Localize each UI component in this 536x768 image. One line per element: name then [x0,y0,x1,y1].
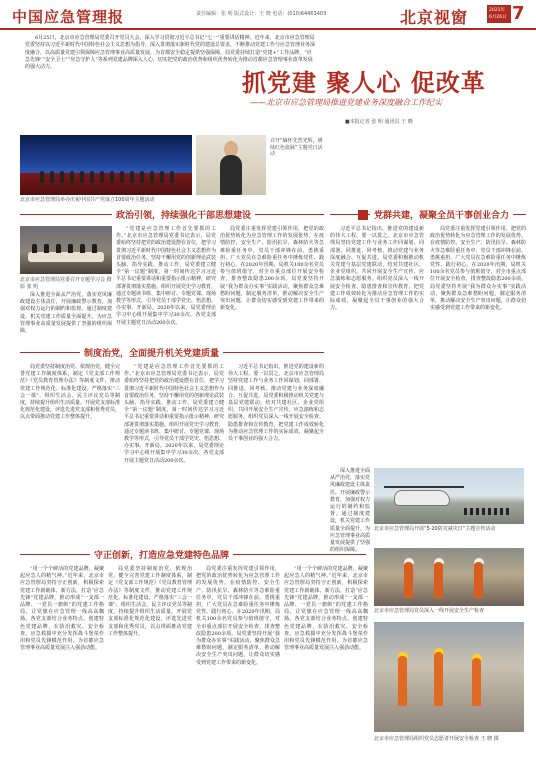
column-text-8: “用一个个鲜活的党建品牌，凝聚起应急人的精气神。”近年来，北京市应急管理局坚持守正创新，积极探索党建工作新载体、新方法，打造“应急先锋”党建品牌，推动形成“一支部一品牌、一党员一旗帜”的党建工作格局，让党旗在应急管理一线高高飘扬。各党支部结合业务特点，创建特色党建品牌，在防汛救灾、安全检查、应急救援中充分发挥战斗堡垒作用和党员先锋模范作用，为首都应急管理事业高质量发展注入强劲动能。 [20,566,104,652]
safety-check-caption: 北京市应急管理局组织党员志愿者开展安全检查 王 晓 摄 [374,736,499,742]
newspaper-logo: 中国应急管理报 [12,8,125,26]
column-text-5: “党建是应急管理工作首先要抓的工作。”北京市应急管理局党委书记表示，局党委始终坚持把党的政治建设摆在首位，把学习贯彻习近平新时代中国特色社会主义思想作为首要政治任务，坚持不懈用党的创新理论武装头脑、指导实践、推动工作。局党委建立健全“第一议题”制度，第一时间传达学习习近平总书记重要讲话和重要指示批示精神，研究部署贯彻落实措施。组织开展党史学习教育，通过专题读书班、集中研讨、专题党课、现场教学等形式，引导党员干部学党史、悟思想、办实事、开新局。2020年以来，局党委理论学习中心组开展集中学习30余次，各党支部开展主题党日活动200余次。 [124,364,225,464]
article-column-4a [20,566,104,762]
main-headline: 抓党建 聚人心 促改革 [242,69,486,97]
meeting-caption: 北京市应急管理局党委召开专题学习会 摄影 张 明 [20,277,112,290]
column-text-3b: 局党委注重发挥党建引领作用，把党的政治优势转化为应急管理工作的发展优势。在疫情防控、安全生产、防汛抗旱、森林防火等急难险重任务中，党员干部冲锋在前、勇挑重担，广大党员在急难险重任务中锤炼党性、践行初心。在2020年汛期，局机关100余名党员参与值班值守，对全市重点部位开展安全检查，排查整改隐患200余项。局党委坚持开展“我为群众办实事”实践活动，聚焦群众急难愁盼问题，制定服务清单，推动解决安全生产突出问题，让群众切实感受到党建工作带来的新变化。 [430,226,526,312]
column-text-11: “用一个个鲜活的党建品牌，凝聚起应急人的精气神。”近年来，北京市应急管理局坚持守正创新，积极探索党建工作新载体、新方法，打造“应急先锋”党建品牌，推动形成“一支部一品牌、一党员一旗帜”的党建工作格局，让党旗在应急管理一线高高飘扬。各党支部结合业务特点，创建特色党建品牌，在防汛救灾、安全检查、应急救援中充分发挥战斗堡垒作用和党员先锋模范作用，为首都应急管理事业高质量发展注入强劲动能。 [284,566,368,652]
column-text-10: 局党委注重发挥党建引领作用，把党的政治优势转化为应急管理工作的发展优势。在疫情防控、安全生产、防汛抗旱、森林防火等急难险重任务中，党员干部冲锋在前、勇挑重担，广大党员在急难险重任务中锤炼党性、践行初心。在2020年汛期，局机关100余名党员参与值班值守，对全市重点部位开展安全检查，排查整改隐患200余项。局党委坚持开展“我为群众办实事”实践活动，聚焦群众急难愁盼问题，制定服务清单，推动解决安全生产突出问题，让群众切实感受到党建工作带来的新变化。 [196,566,280,666]
section-title-2: 党群共建，凝聚全员干事创业合力 [370,208,513,222]
section-heading-3 [20,346,324,360]
disaster-day-caption: 北京市应急管理局开展“5·20防灾减灾日”主题宣传活动 [374,526,496,532]
column-text-9: 局党委坚持制度治党、依规治党，健全完善党建工作制度体系，制定《党支部工作规范》《党员教育管理办法》等制度文件，推动党建工作规范化、标准化建设。严格落实“三会一课”、组织生活会、民主评议党员等制度，持续提升组织生活质量。开展党支部标准化规范化建设，评选先进党支部和优秀党员，以点带面推动党建工作整体提升。 [108,566,192,637]
article-column-4b [108,566,192,762]
sub-headline: ——北京市应急管理局推进党建业务深度融合工作纪实 [250,98,442,107]
column-text-3: 习近平总书记指出，推进党的建设新的伟大工程，要一以贯之。北京市应急管理局坚持党建工作与业务工作同谋划、同部署、同推进、同考核，推动党建与业务深度融合、互促共进。局党委积极推动机关党建与基层党建联动，结对共建社区、企业党组织，共同开展安全生产宣传、应急演练和志愿服务。组织党员深入一线开展安全检查、隐患排查和宣传教育，把党建工作成效转化为推动应急管理工作的实际成效，凝聚起全员干事创业的强大合力。 [330,226,424,312]
party-day-caption: 召开“缅怀先烈光辉，赓续红色血脉”主题党日活动 [270,138,323,157]
disaster-day-photo [374,468,524,524]
meeting-photo [20,226,112,274]
article-column-2c [330,468,371,554]
article-column-1b [220,226,324,340]
article-column-3b [124,364,224,544]
editor-credits: 责任编辑：张 明 版式设计：王 晓 电话：(010)64463403 [196,11,327,17]
party-day-photo [196,135,266,195]
section-title-3: 制度治党，全面提升机关党建质量 [80,346,223,360]
column-text-6: 习近平总书记指出，推进党的建设新的伟大工程，要一以贯之。北京市应急管理局坚持党建工作与业务工作同谋划、同部署、同推进、同考核，推动党建与业务深度融合、互促共进。局党委积极推动机关党建与基层党建联动，结对共建社区、企业党组织，共同开展安全生产宣传、应急演练和志愿服务。组织党员深入一线开展安全检查、隐患排查和宣传教育，把党建工作成效转化为推动应急管理工作的实际成效，凝聚起全员干事创业的强大合力。 [228,364,324,443]
column-text-7: 深入推进全面从严治党，落实党风廉政建设主体责任，开展廉政警示教育，加强对权力运行的制约和监督。通过制度建设，机关党建工作质量全面提升，为应急管理事业高质量发展提供了坚强的组织保障。 [330,468,371,554]
section-title-1: 政治引领，持续强化干部思想建设 [112,208,255,222]
article-column-2a [330,226,424,462]
section-heading-2 [330,208,526,222]
article-column-1c [20,292,112,340]
article-column-3c [228,364,324,544]
article-column-3a [20,364,120,544]
lead-text: 6月25日，北京市应急管理局党委召开党员大会，深入学习贯彻习近平总书记“七一”重要讲话精神。近年来，北京市应急管理局党委坚持以习近平新时代中国特色社会主义思想为指导，深入贯彻落实新时代党的建设总要求，不断推动党建工作与应急管理业务深度融合，以高质量党建引领保障应急管理事业高质量发展，为首都安全稳定提供坚强保障。局党委持续打造“党建+”工作品牌，“应急先锋”“安全卫士”“应急守护人”等系列党建品牌深入人心，切实把党的政治优势和组织优势转化为推动首都应急管理事业改革发展的强大动力。 [25,35,316,71]
column-text-2: 局党委注重发挥党建引领作用，把党的政治优势转化为应急管理工作的发展优势。在疫情防控、安全生产、防汛抗旱、森林防火等急难险重任务中，党员干部冲锋在前、勇挑重担，广大党员在急难险重任务中锤炼党性、践行初心。在2020年汛期，局机关100余名党员参与值班值守，对全市重点部位开展安全检查，排查整改隐患200余项。局党委坚持开展“我为群众办实事”实践活动，聚焦群众急难愁盼问题，制定服务清单，推动解决安全生产突出问题，让群众切实感受到党建工作带来的新变化。 [220,226,324,312]
issue-date: 2021年 6月26日 [487,5,511,23]
inspection-caption: 北京市应急管理局党员深入一线开展安全生产检查 [374,608,485,614]
section-title: 北京视窗 [400,8,469,27]
article-column-2b [430,226,526,462]
article-column-4d [284,566,368,762]
inspection-photo [374,548,524,606]
ceremony-caption: 北京市应急管理局举办庆祝中国共产党成立100周年主题活动 [20,197,155,203]
ceremony-photo [20,135,192,195]
safety-check-photo [374,622,524,732]
column-text-1-cont: 深入推进全面从严治党，落实党风廉政建设主体责任，开展廉政警示教育，加强对权力运行的制约和监督。通过制度建设，机关党建工作质量全面提升，为应急管理事业高质量发展提供了坚强的组织保障。 [20,292,112,335]
masthead [0,0,536,30]
page-number: 7 [512,3,525,24]
column-text-1: “党建是应急管理工作首先要抓的工作。”北京市应急管理局党委书记表示，局党委始终坚持把党的政治建设摆在首位，把学习贯彻习近平新时代中国特色社会主义思想作为首要政治任务，坚持不懈用党的创新理论武装头脑、指导实践、推动工作。局党委建立健全“第一议题”制度，第一时间传达学习习近平总书记重要讲话和重要指示批示精神，研究部署贯彻落实措施。组织开展党史学习教育，通过专题读书班、集中研讨、专题党课、现场教学等形式，引导党员干部学党史、悟思想、办实事、开新局。2020年以来，局党委理论学习中心组开展集中学习30余次，各党支部开展主题党日活动200余次。 [116,226,217,326]
section-title-4: 守正创新，打造应急党建特色品牌 [90,548,233,562]
section-heading-4 [20,548,366,562]
article-column-4c [196,566,280,762]
byline: ■本报记者 张 明 通讯员 王 晓 [345,119,413,125]
column-text-4: 局党委坚持制度治党、依规治党，健全完善党建工作制度体系，制定《党支部工作规范》《党员教育管理办法》等制度文件，推动党建工作规范化、标准化建设。严格落实“三会一课”、组织生活会、民主评议党员等制度，持续提升组织生活质量。开展党支部标准化规范化建设，评选先进党支部和优秀党员，以点带面推动党建工作整体提升。 [20,364,121,421]
section-heading-1 [20,208,324,222]
article-column-1a [116,226,216,340]
